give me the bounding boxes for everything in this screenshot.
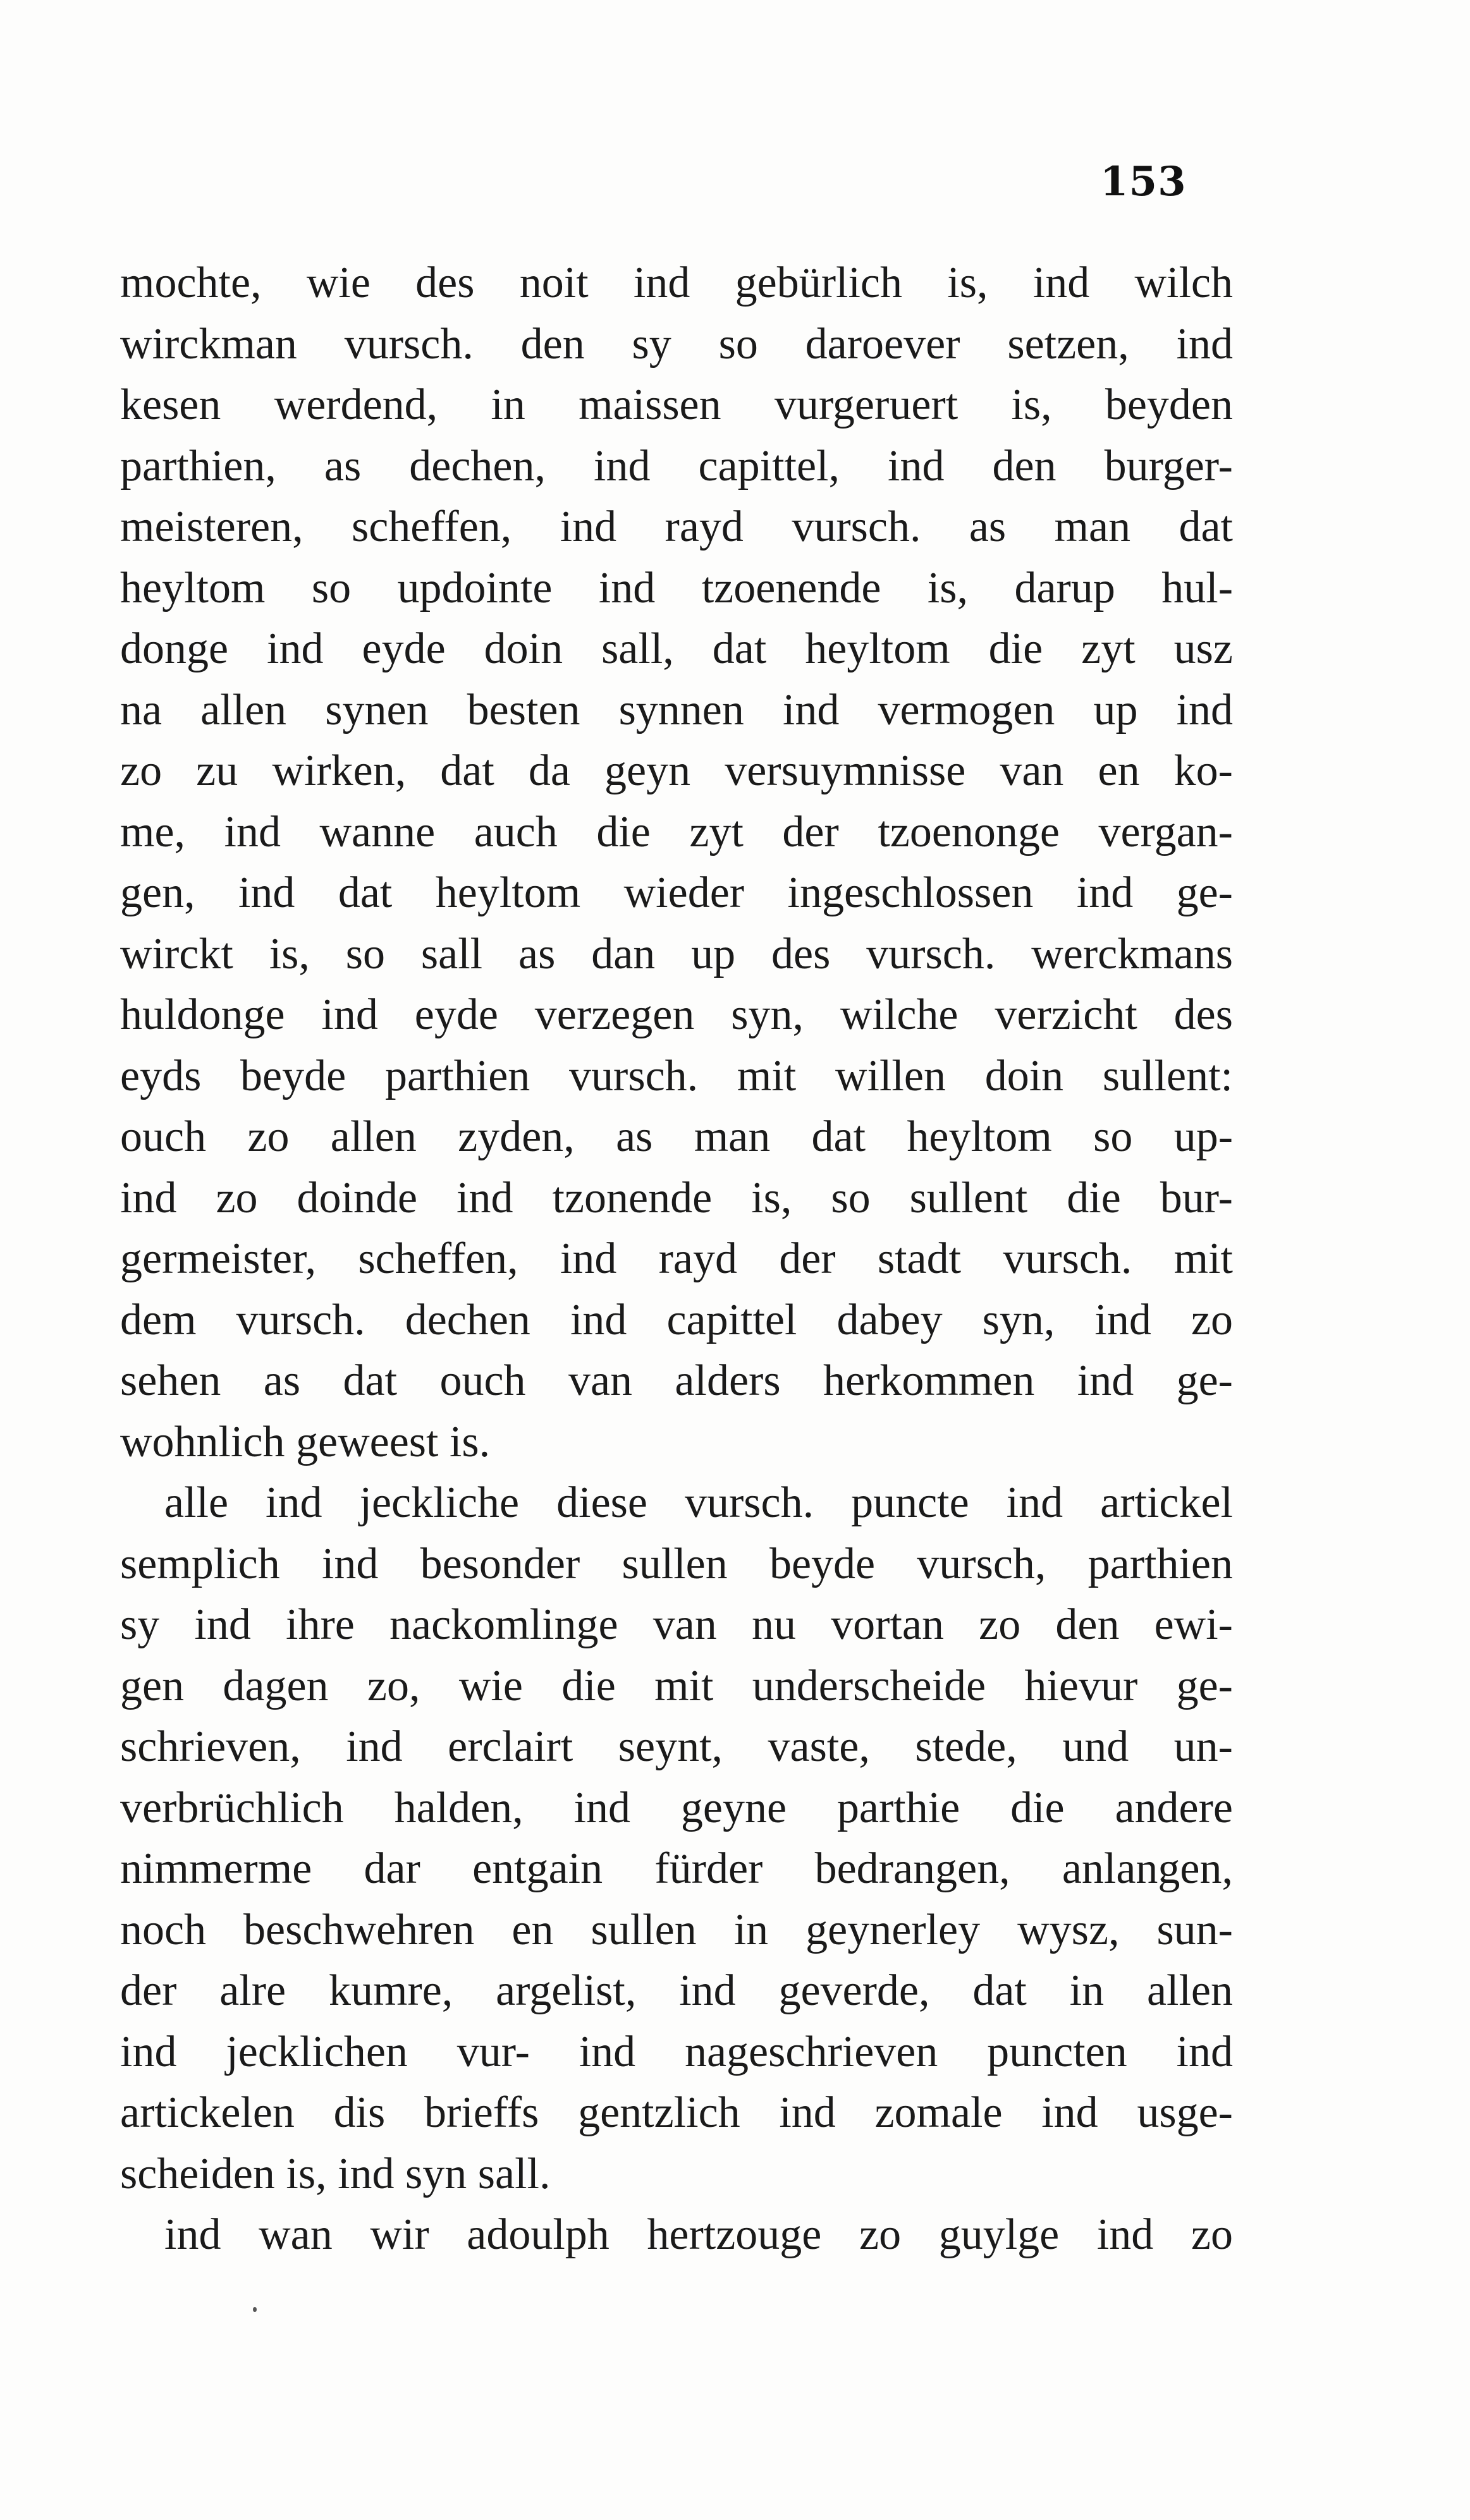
text-line: semplich ind besonder sullen beyde vursch, parthien [120,1539,1233,1588]
text-line: schrieven, ind erclairt seynt, vaste, stede, und un- [120,1722,1233,1771]
text-line: donge ind eyde doin sall, dat heyltom die zyt usz [120,624,1233,673]
text-line: ouch zo allen zyden, as man dat heyltom so up- [120,1112,1233,1161]
text-line: wirckman vursch. den sy so daroever setzen, ind [120,319,1233,368]
text-line: parthien, as dechen, ind capittel, ind den burger- [120,441,1233,490]
text-line: gen dagen zo, wie die mit underscheide hievur ge- [120,1661,1233,1710]
text-line-paragraph-end: scheiden is, ind syn sall. [120,2149,551,2198]
text-line: wirckt is, so sall as dan up des vursch. werckmans [120,929,1233,978]
paper-speck [253,2307,257,2312]
text-line-paragraph-start: alle ind jeckliche diese vursch. puncte ind artickel [164,1478,1233,1527]
text-line: zo zu wirken, dat da geyn versuymnisse van en ko- [120,746,1233,795]
text-line: ind zo doinde ind tzonende is, so sullent die bur- [120,1173,1233,1222]
text-line: me, ind wanne auch die zyt der tzoenonge vergan- [120,807,1233,856]
text-line-paragraph-start: ind wan wir adoulph hertzouge zo guylge ind zo [164,2210,1233,2259]
page-number: 153 [1100,158,1187,205]
text-line: mochte, wie des noit ind gebürlich is, ind wilch [120,259,1233,307]
text-line: kesen werdend, in maissen vurgeruert is, beyden [120,380,1233,429]
text-line: heyltom so updointe ind tzoenende is, darup hul- [120,563,1233,612]
text-line: ind jecklichen vur- ind nageschrieven puncten ind [120,2027,1233,2076]
text-line: na allen synen besten synnen ind vermogen up ind [120,685,1233,734]
text-line: sehen as dat ouch van alders herkommen ind ge- [120,1356,1233,1405]
text-line: sy ind ihre nackomlinge van nu vortan zo den ewi- [120,1600,1233,1649]
text-line: meisteren, scheffen, ind rayd vursch. as man dat [120,502,1233,551]
text-line: huldonge ind eyde verzegen syn, wilche verzicht des [120,990,1233,1039]
text-line: eyds beyde parthien vursch. mit willen doin sullent: [120,1051,1233,1100]
text-line: gen, ind dat heyltom wieder ingeschlossen ind ge- [120,868,1233,917]
text-line: artickelen dis brieffs gentzlich ind zomale ind usge- [120,2088,1233,2137]
text-line: dem vursch. dechen ind capittel dabey syn, ind zo [120,1295,1233,1344]
text-line: verbrüchlich halden, ind geyne parthie die andere [120,1783,1233,1832]
text-line: noch beschwehren en sullen in geynerley wysz, sun- [120,1905,1233,1954]
text-line: germeister, scheffen, ind rayd der stadt vursch. mit [120,1234,1233,1283]
text-line: der alre kumre, argelist, ind geverde, dat in allen [120,1966,1233,2015]
text-line-paragraph-end: wohnlich geweest is. [120,1417,491,1466]
text-line: nimmerme dar entgain fürder bedrangen, anlangen, [120,1844,1233,1893]
body-text [120,253,1233,2266]
